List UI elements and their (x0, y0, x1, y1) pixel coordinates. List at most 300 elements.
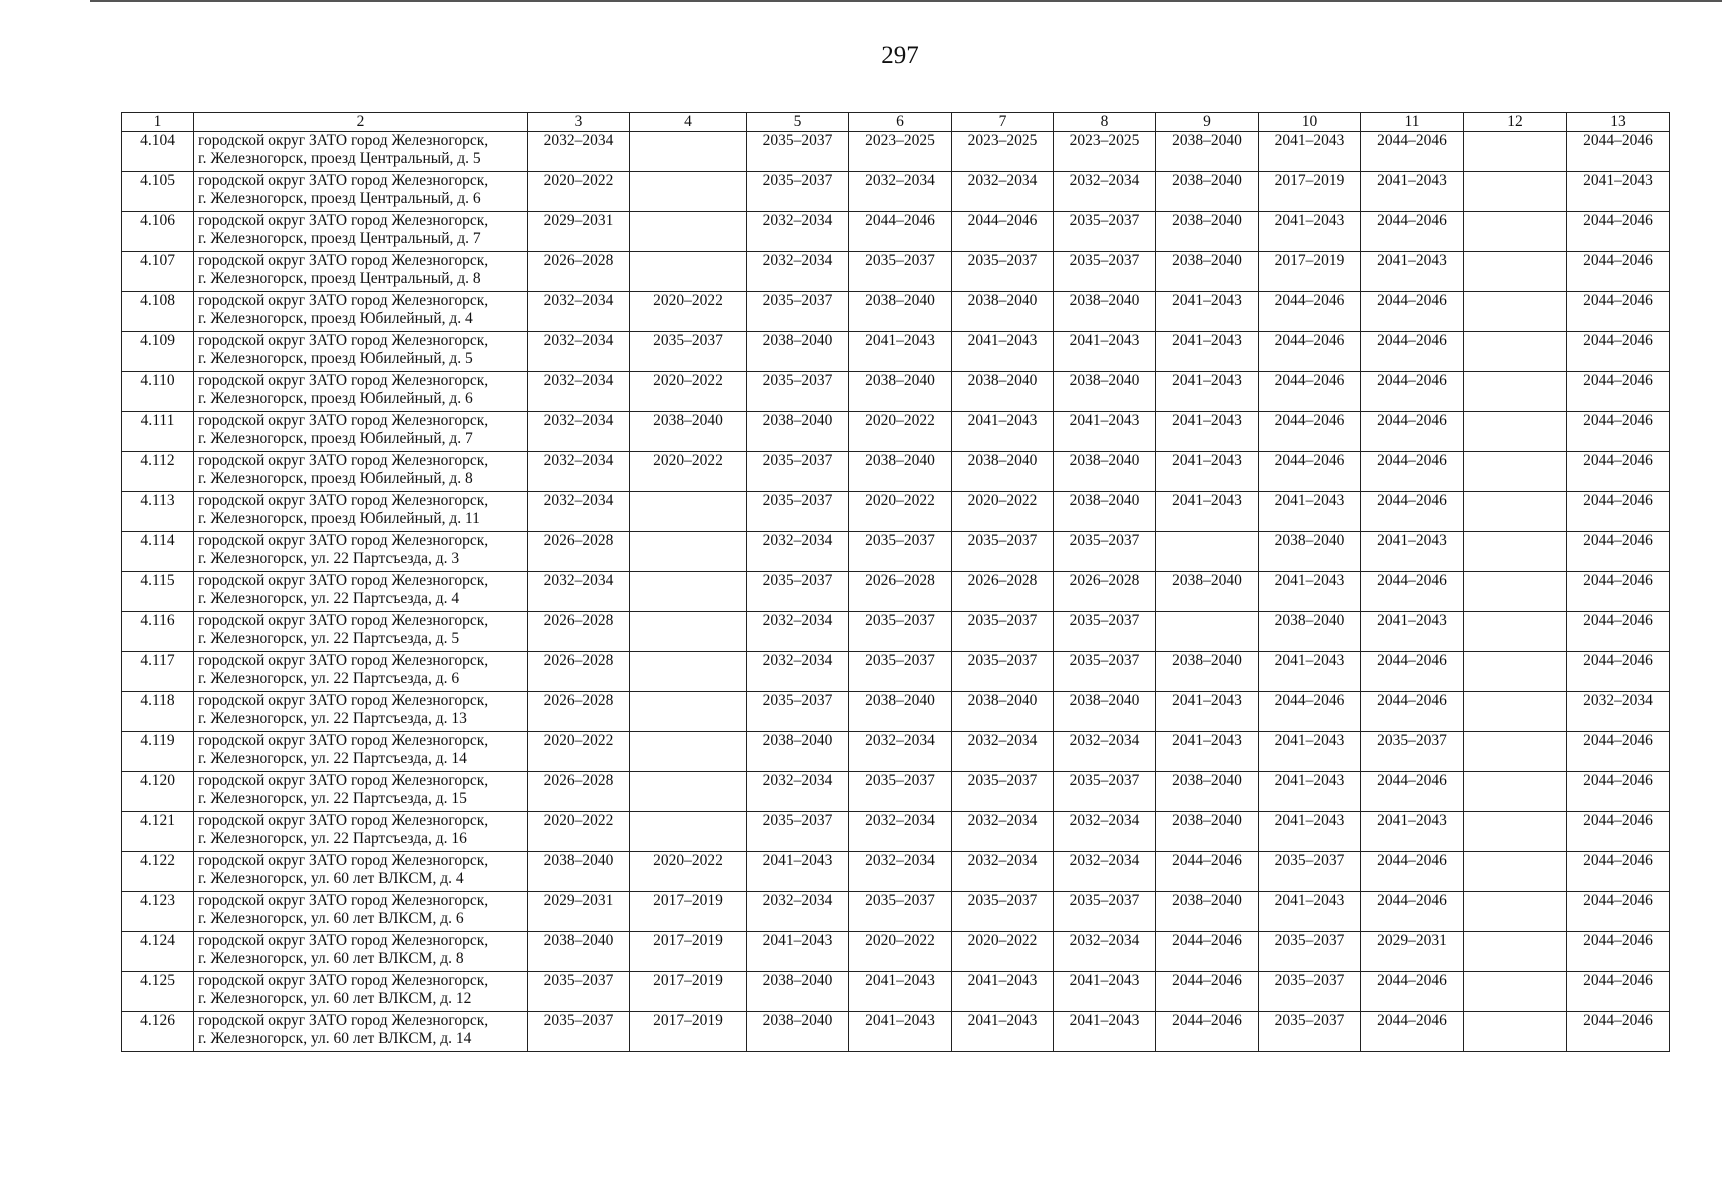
period-cell-col-7: 2038–2040 (952, 452, 1054, 492)
row-number-cell: 4.114 (122, 532, 194, 572)
period-cell-col-4: 2017–2019 (630, 932, 747, 972)
period-cell-col-9: 2041–2043 (1156, 732, 1259, 772)
period-cell-col-9: 2041–2043 (1156, 332, 1259, 372)
period-cell-col-8: 2035–2037 (1054, 532, 1156, 572)
period-cell-col-12 (1464, 692, 1567, 732)
period-cell-col-12 (1464, 652, 1567, 692)
period-cell-col-7: 2044–2046 (952, 212, 1054, 252)
period-cell-col-3: 2032–2034 (528, 492, 630, 532)
period-cell-col-12 (1464, 412, 1567, 452)
period-cell-col-11: 2041–2043 (1361, 532, 1464, 572)
row-number-cell: 4.112 (122, 452, 194, 492)
period-cell-col-13: 2044–2046 (1567, 932, 1670, 972)
period-cell-col-6: 2041–2043 (849, 1012, 952, 1052)
address-line-2: г. Железногорск, ул. 22 Партсъезда, д. 14 (198, 750, 467, 767)
header-row (122, 113, 1670, 132)
period-cell-col-9 (1156, 612, 1259, 652)
period-cell-col-11: 2041–2043 (1361, 252, 1464, 292)
period-cell-col-10: 2041–2043 (1259, 572, 1361, 612)
period-cell-col-13: 2044–2046 (1567, 332, 1670, 372)
address-line-2: г. Железногорск, ул. 60 лет ВЛКСМ, д. 4 (198, 870, 464, 887)
address-line-2: г. Железногорск, проезд Юбилейный, д. 7 (198, 430, 473, 447)
row-number-cell: 4.123 (122, 892, 194, 932)
address-line-1: городской округ ЗАТО город Железногорск, (198, 572, 489, 589)
table-row (122, 972, 1670, 1012)
period-cell-col-5: 2038–2040 (747, 412, 849, 452)
period-cell-col-4 (630, 572, 747, 612)
address-line-2: г. Железногорск, проезд Юбилейный, д. 4 (198, 310, 473, 327)
period-cell-col-11: 2044–2046 (1361, 852, 1464, 892)
period-cell-col-4: 2035–2037 (630, 332, 747, 372)
period-cell-col-4: 2020–2022 (630, 292, 747, 332)
address-cell (194, 932, 528, 972)
period-cell-col-9: 2038–2040 (1156, 212, 1259, 252)
table-row (122, 892, 1670, 932)
period-cell-col-9: 2041–2043 (1156, 292, 1259, 332)
address-cell (194, 812, 528, 852)
period-cell-col-10: 2041–2043 (1259, 652, 1361, 692)
period-cell-col-6: 2044–2046 (849, 212, 952, 252)
period-cell-col-3: 2032–2034 (528, 572, 630, 612)
period-cell-col-4: 2020–2022 (630, 372, 747, 412)
period-cell-col-12 (1464, 332, 1567, 372)
period-cell-col-12 (1464, 572, 1567, 612)
period-cell-col-6: 2035–2037 (849, 252, 952, 292)
address-line-2: г. Железногорск, ул. 60 лет ВЛКСМ, д. 14 (198, 1030, 472, 1047)
period-cell-col-6: 2035–2037 (849, 892, 952, 932)
period-cell-col-7: 2032–2034 (952, 812, 1054, 852)
address-cell (194, 1012, 528, 1052)
address-line-1: городской округ ЗАТО город Железногорск, (198, 972, 489, 989)
period-cell-col-10: 2044–2046 (1259, 412, 1361, 452)
period-cell-col-7: 2023–2025 (952, 132, 1054, 172)
period-cell-col-3: 2038–2040 (528, 932, 630, 972)
period-cell-col-13: 2044–2046 (1567, 732, 1670, 772)
period-cell-col-8: 2035–2037 (1054, 212, 1156, 252)
period-cell-col-11: 2044–2046 (1361, 212, 1464, 252)
table-row (122, 932, 1670, 972)
period-cell-col-3: 2035–2037 (528, 972, 630, 1012)
table-row (122, 1012, 1670, 1052)
period-cell-col-13: 2044–2046 (1567, 612, 1670, 652)
period-cell-col-4: 2017–2019 (630, 1012, 747, 1052)
period-cell-col-13: 2044–2046 (1567, 372, 1670, 412)
period-cell-col-11: 2044–2046 (1361, 692, 1464, 732)
row-number-cell: 4.111 (122, 412, 194, 452)
period-cell-col-12 (1464, 1012, 1567, 1052)
period-cell-col-11: 2041–2043 (1361, 812, 1464, 852)
schedule-table (121, 112, 1670, 1052)
period-cell-col-5: 2032–2034 (747, 532, 849, 572)
period-cell-col-8: 2038–2040 (1054, 292, 1156, 332)
table-row (122, 492, 1670, 532)
address-line-2: г. Железногорск, ул. 22 Партсъезда, д. 15 (198, 790, 467, 807)
period-cell-col-7: 2035–2037 (952, 612, 1054, 652)
period-cell-col-11: 2044–2046 (1361, 892, 1464, 932)
period-cell-col-5: 2035–2037 (747, 452, 849, 492)
period-cell-col-7: 2032–2034 (952, 172, 1054, 212)
column-header: 6 (849, 113, 952, 132)
address-cell (194, 452, 528, 492)
period-cell-col-8: 2038–2040 (1054, 692, 1156, 732)
address-cell (194, 852, 528, 892)
address-line-2: г. Железногорск, ул. 22 Партсъезда, д. 4 (198, 590, 460, 607)
address-cell (194, 772, 528, 812)
period-cell-col-4 (630, 772, 747, 812)
period-cell-col-7: 2041–2043 (952, 1012, 1054, 1052)
row-number-cell: 4.110 (122, 372, 194, 412)
period-cell-col-4: 2020–2022 (630, 452, 747, 492)
period-cell-col-11: 2029–2031 (1361, 932, 1464, 972)
period-cell-col-5: 2035–2037 (747, 172, 849, 212)
address-cell (194, 972, 528, 1012)
period-cell-col-5: 2041–2043 (747, 932, 849, 972)
column-header: 4 (630, 113, 747, 132)
period-cell-col-6: 2035–2037 (849, 612, 952, 652)
period-cell-col-5: 2035–2037 (747, 572, 849, 612)
period-cell-col-6: 2020–2022 (849, 932, 952, 972)
period-cell-col-8: 2032–2034 (1054, 172, 1156, 212)
period-cell-col-5: 2038–2040 (747, 1012, 849, 1052)
column-header: 5 (747, 113, 849, 132)
row-number-cell: 4.121 (122, 812, 194, 852)
period-cell-col-13: 2044–2046 (1567, 532, 1670, 572)
table-row (122, 252, 1670, 292)
period-cell-col-10: 2044–2046 (1259, 292, 1361, 332)
period-cell-col-6: 2023–2025 (849, 132, 952, 172)
period-cell-col-10: 2035–2037 (1259, 1012, 1361, 1052)
period-cell-col-9: 2041–2043 (1156, 452, 1259, 492)
address-cell (194, 492, 528, 532)
period-cell-col-12 (1464, 492, 1567, 532)
period-cell-col-9: 2038–2040 (1156, 132, 1259, 172)
period-cell-col-3: 2032–2034 (528, 132, 630, 172)
period-cell-col-10: 2041–2043 (1259, 772, 1361, 812)
period-cell-col-13: 2044–2046 (1567, 292, 1670, 332)
period-cell-col-6: 2026–2028 (849, 572, 952, 612)
period-cell-col-9: 2041–2043 (1156, 492, 1259, 532)
address-line-2: г. Железногорск, проезд Центральный, д. 7 (198, 230, 481, 247)
period-cell-col-5: 2032–2034 (747, 252, 849, 292)
period-cell-col-5: 2035–2037 (747, 492, 849, 532)
period-cell-col-9: 2038–2040 (1156, 252, 1259, 292)
period-cell-col-9: 2038–2040 (1156, 812, 1259, 852)
period-cell-col-13: 2044–2046 (1567, 212, 1670, 252)
period-cell-col-3: 2026–2028 (528, 532, 630, 572)
period-cell-col-12 (1464, 852, 1567, 892)
period-cell-col-7: 2041–2043 (952, 972, 1054, 1012)
period-cell-col-7: 2032–2034 (952, 732, 1054, 772)
address-cell (194, 572, 528, 612)
period-cell-col-4 (630, 172, 747, 212)
period-cell-col-9: 2038–2040 (1156, 892, 1259, 932)
period-cell-col-12 (1464, 452, 1567, 492)
table-row (122, 852, 1670, 892)
period-cell-col-12 (1464, 172, 1567, 212)
table-row (122, 372, 1670, 412)
address-line-2: г. Железногорск, проезд Юбилейный, д. 11 (198, 510, 480, 527)
period-cell-col-9: 2038–2040 (1156, 572, 1259, 612)
period-cell-col-8: 2038–2040 (1054, 492, 1156, 532)
row-number-cell: 4.107 (122, 252, 194, 292)
period-cell-col-9: 2038–2040 (1156, 772, 1259, 812)
period-cell-col-6: 2038–2040 (849, 372, 952, 412)
period-cell-col-10: 2041–2043 (1259, 212, 1361, 252)
period-cell-col-8: 2032–2034 (1054, 812, 1156, 852)
address-line-2: г. Железногорск, ул. 22 Партсъезда, д. 6 (198, 670, 460, 687)
period-cell-col-7: 2035–2037 (952, 252, 1054, 292)
period-cell-col-3: 2038–2040 (528, 852, 630, 892)
address-line-2: г. Железногорск, проезд Юбилейный, д. 6 (198, 390, 473, 407)
period-cell-col-13: 2032–2034 (1567, 692, 1670, 732)
address-cell (194, 652, 528, 692)
period-cell-col-11: 2044–2046 (1361, 972, 1464, 1012)
period-cell-col-4 (630, 212, 747, 252)
period-cell-col-10: 2041–2043 (1259, 492, 1361, 532)
period-cell-col-10: 2035–2037 (1259, 852, 1361, 892)
period-cell-col-3: 2026–2028 (528, 772, 630, 812)
period-cell-col-7: 2020–2022 (952, 492, 1054, 532)
period-cell-col-3: 2032–2034 (528, 372, 630, 412)
period-cell-col-3: 2020–2022 (528, 732, 630, 772)
table-row (122, 212, 1670, 252)
period-cell-col-11: 2044–2046 (1361, 452, 1464, 492)
period-cell-col-12 (1464, 292, 1567, 332)
period-cell-col-7: 2038–2040 (952, 372, 1054, 412)
period-cell-col-11: 2044–2046 (1361, 372, 1464, 412)
period-cell-col-13: 2044–2046 (1567, 252, 1670, 292)
period-cell-col-3: 2020–2022 (528, 172, 630, 212)
period-cell-col-4 (630, 132, 747, 172)
period-cell-col-3: 2026–2028 (528, 652, 630, 692)
period-cell-col-6: 2032–2034 (849, 812, 952, 852)
address-line-1: городской округ ЗАТО город Железногорск, (198, 212, 489, 229)
column-header: 12 (1464, 113, 1567, 132)
address-line-2: г. Железногорск, ул. 22 Партсъезда, д. 3 (198, 550, 460, 567)
period-cell-col-5: 2032–2034 (747, 892, 849, 932)
period-cell-col-5: 2038–2040 (747, 972, 849, 1012)
period-cell-col-12 (1464, 772, 1567, 812)
address-line-1: городской округ ЗАТО город Железногорск, (198, 692, 489, 709)
address-line-1: городской округ ЗАТО город Железногорск, (198, 612, 489, 629)
address-cell (194, 172, 528, 212)
period-cell-col-4 (630, 652, 747, 692)
period-cell-col-6: 2035–2037 (849, 532, 952, 572)
period-cell-col-6: 2020–2022 (849, 492, 952, 532)
period-cell-col-5: 2032–2034 (747, 772, 849, 812)
address-line-2: г. Железногорск, проезд Центральный, д. 5 (198, 150, 481, 167)
row-number-cell: 4.126 (122, 1012, 194, 1052)
address-line-2: г. Железногорск, ул. 22 Партсъезда, д. 13 (198, 710, 467, 727)
page-number: 297 (881, 42, 919, 69)
period-cell-col-12 (1464, 612, 1567, 652)
period-cell-col-11: 2044–2046 (1361, 1012, 1464, 1052)
row-number-cell: 4.104 (122, 132, 194, 172)
period-cell-col-10: 2017–2019 (1259, 172, 1361, 212)
period-cell-col-13: 2044–2046 (1567, 452, 1670, 492)
period-cell-col-8: 2023–2025 (1054, 132, 1156, 172)
period-cell-col-4: 2020–2022 (630, 852, 747, 892)
period-cell-col-13: 2044–2046 (1567, 572, 1670, 612)
period-cell-col-11: 2044–2046 (1361, 772, 1464, 812)
period-cell-col-6: 2032–2034 (849, 732, 952, 772)
address-cell (194, 212, 528, 252)
address-line-1: городской округ ЗАТО город Железногорск, (198, 732, 489, 749)
column-header: 9 (1156, 113, 1259, 132)
address-line-1: городской округ ЗАТО город Железногорск, (198, 892, 489, 909)
period-cell-col-9: 2044–2046 (1156, 932, 1259, 972)
period-cell-col-3: 2026–2028 (528, 612, 630, 652)
row-number-cell: 4.117 (122, 652, 194, 692)
period-cell-col-6: 2041–2043 (849, 332, 952, 372)
row-number-cell: 4.120 (122, 772, 194, 812)
period-cell-col-3: 2029–2031 (528, 892, 630, 932)
period-cell-col-10: 2035–2037 (1259, 972, 1361, 1012)
period-cell-col-6: 2038–2040 (849, 452, 952, 492)
address-line-1: городской округ ЗАТО город Железногорск, (198, 772, 489, 789)
address-cell (194, 732, 528, 772)
period-cell-col-10: 2044–2046 (1259, 332, 1361, 372)
period-cell-col-11: 2044–2046 (1361, 572, 1464, 612)
address-line-1: городской округ ЗАТО город Железногорск, (198, 852, 489, 869)
address-line-1: городской округ ЗАТО город Железногорск, (198, 332, 489, 349)
period-cell-col-4: 2038–2040 (630, 412, 747, 452)
address-line-1: городской округ ЗАТО город Железногорск, (198, 292, 489, 309)
table-row (122, 172, 1670, 212)
period-cell-col-7: 2035–2037 (952, 532, 1054, 572)
address-line-2: г. Железногорск, проезд Юбилейный, д. 5 (198, 350, 473, 367)
address-line-2: г. Железногорск, ул. 60 лет ВЛКСМ, д. 6 (198, 910, 464, 927)
table-row (122, 332, 1670, 372)
address-cell (194, 132, 528, 172)
period-cell-col-4 (630, 612, 747, 652)
period-cell-col-3: 2035–2037 (528, 1012, 630, 1052)
period-cell-col-6: 2032–2034 (849, 172, 952, 212)
period-cell-col-5: 2038–2040 (747, 732, 849, 772)
period-cell-col-7: 2038–2040 (952, 292, 1054, 332)
column-header: 3 (528, 113, 630, 132)
period-cell-col-10: 2038–2040 (1259, 612, 1361, 652)
period-cell-col-12 (1464, 732, 1567, 772)
address-line-1: городской округ ЗАТО город Железногорск, (198, 132, 489, 149)
period-cell-col-11: 2035–2037 (1361, 732, 1464, 772)
period-cell-col-10: 2017–2019 (1259, 252, 1361, 292)
address-line-1: городской округ ЗАТО город Железногорск, (198, 172, 489, 189)
table-row (122, 612, 1670, 652)
period-cell-col-12 (1464, 372, 1567, 412)
address-line-2: г. Железногорск, ул. 22 Партсъезда, д. 5 (198, 630, 460, 647)
period-cell-col-13: 2044–2046 (1567, 812, 1670, 852)
address-line-1: городской округ ЗАТО город Железногорск, (198, 252, 489, 269)
period-cell-col-8: 2041–2043 (1054, 1012, 1156, 1052)
row-number-cell: 4.108 (122, 292, 194, 332)
row-number-cell: 4.119 (122, 732, 194, 772)
table-row (122, 692, 1670, 732)
row-number-cell: 4.116 (122, 612, 194, 652)
period-cell-col-5: 2035–2037 (747, 132, 849, 172)
period-cell-col-11: 2044–2046 (1361, 652, 1464, 692)
period-cell-col-8: 2041–2043 (1054, 412, 1156, 452)
column-header: 8 (1054, 113, 1156, 132)
address-line-2: г. Железногорск, проезд Центральный, д. 6 (198, 190, 481, 207)
address-line-1: городской округ ЗАТО город Железногорск, (198, 532, 489, 549)
period-cell-col-10: 2041–2043 (1259, 732, 1361, 772)
period-cell-col-13: 2044–2046 (1567, 412, 1670, 452)
period-cell-col-6: 2032–2034 (849, 852, 952, 892)
period-cell-col-9: 2044–2046 (1156, 1012, 1259, 1052)
period-cell-col-13: 2041–2043 (1567, 172, 1670, 212)
period-cell-col-6: 2020–2022 (849, 412, 952, 452)
period-cell-col-13: 2044–2046 (1567, 492, 1670, 532)
period-cell-col-7: 2026–2028 (952, 572, 1054, 612)
period-cell-col-7: 2041–2043 (952, 332, 1054, 372)
period-cell-col-7: 2041–2043 (952, 412, 1054, 452)
period-cell-col-10: 2038–2040 (1259, 532, 1361, 572)
period-cell-col-9: 2038–2040 (1156, 172, 1259, 212)
period-cell-col-13: 2044–2046 (1567, 1012, 1670, 1052)
period-cell-col-4 (630, 812, 747, 852)
column-header: 13 (1567, 113, 1670, 132)
period-cell-col-7: 2035–2037 (952, 772, 1054, 812)
address-cell (194, 692, 528, 732)
period-cell-col-4 (630, 252, 747, 292)
period-cell-col-9: 2044–2046 (1156, 852, 1259, 892)
period-cell-col-6: 2038–2040 (849, 692, 952, 732)
period-cell-col-8: 2032–2034 (1054, 732, 1156, 772)
period-cell-col-8: 2035–2037 (1054, 892, 1156, 932)
period-cell-col-13: 2044–2046 (1567, 772, 1670, 812)
address-cell (194, 532, 528, 572)
period-cell-col-8: 2035–2037 (1054, 772, 1156, 812)
address-cell (194, 332, 528, 372)
period-cell-col-9: 2041–2043 (1156, 412, 1259, 452)
period-cell-col-11: 2044–2046 (1361, 492, 1464, 532)
period-cell-col-11: 2041–2043 (1361, 612, 1464, 652)
table-row (122, 732, 1670, 772)
period-cell-col-8: 2026–2028 (1054, 572, 1156, 612)
period-cell-col-4 (630, 692, 747, 732)
address-line-1: городской округ ЗАТО город Железногорск, (198, 812, 489, 829)
period-cell-col-10: 2041–2043 (1259, 892, 1361, 932)
table-row (122, 572, 1670, 612)
period-cell-col-4: 2017–2019 (630, 892, 747, 932)
address-line-2: г. Железногорск, ул. 60 лет ВЛКСМ, д. 8 (198, 950, 464, 967)
address-line-1: городской округ ЗАТО город Железногорск, (198, 932, 489, 949)
period-cell-col-5: 2032–2034 (747, 652, 849, 692)
period-cell-col-6: 2035–2037 (849, 652, 952, 692)
period-cell-col-3: 2032–2034 (528, 332, 630, 372)
period-cell-col-9: 2038–2040 (1156, 652, 1259, 692)
period-cell-col-7: 2020–2022 (952, 932, 1054, 972)
period-cell-col-5: 2035–2037 (747, 812, 849, 852)
period-cell-col-12 (1464, 812, 1567, 852)
period-cell-col-5: 2035–2037 (747, 372, 849, 412)
period-cell-col-12 (1464, 212, 1567, 252)
address-cell (194, 892, 528, 932)
period-cell-col-3: 2020–2022 (528, 812, 630, 852)
row-number-cell: 4.105 (122, 172, 194, 212)
period-cell-col-13: 2044–2046 (1567, 652, 1670, 692)
address-line-2: г. Железногорск, ул. 60 лет ВЛКСМ, д. 12 (198, 990, 472, 1007)
table-body (122, 132, 1670, 1052)
period-cell-col-5: 2035–2037 (747, 692, 849, 732)
period-cell-col-8: 2035–2037 (1054, 612, 1156, 652)
table-row (122, 652, 1670, 692)
period-cell-col-3: 2026–2028 (528, 252, 630, 292)
period-cell-col-13: 2044–2046 (1567, 132, 1670, 172)
address-cell (194, 292, 528, 332)
period-cell-col-5: 2041–2043 (747, 852, 849, 892)
